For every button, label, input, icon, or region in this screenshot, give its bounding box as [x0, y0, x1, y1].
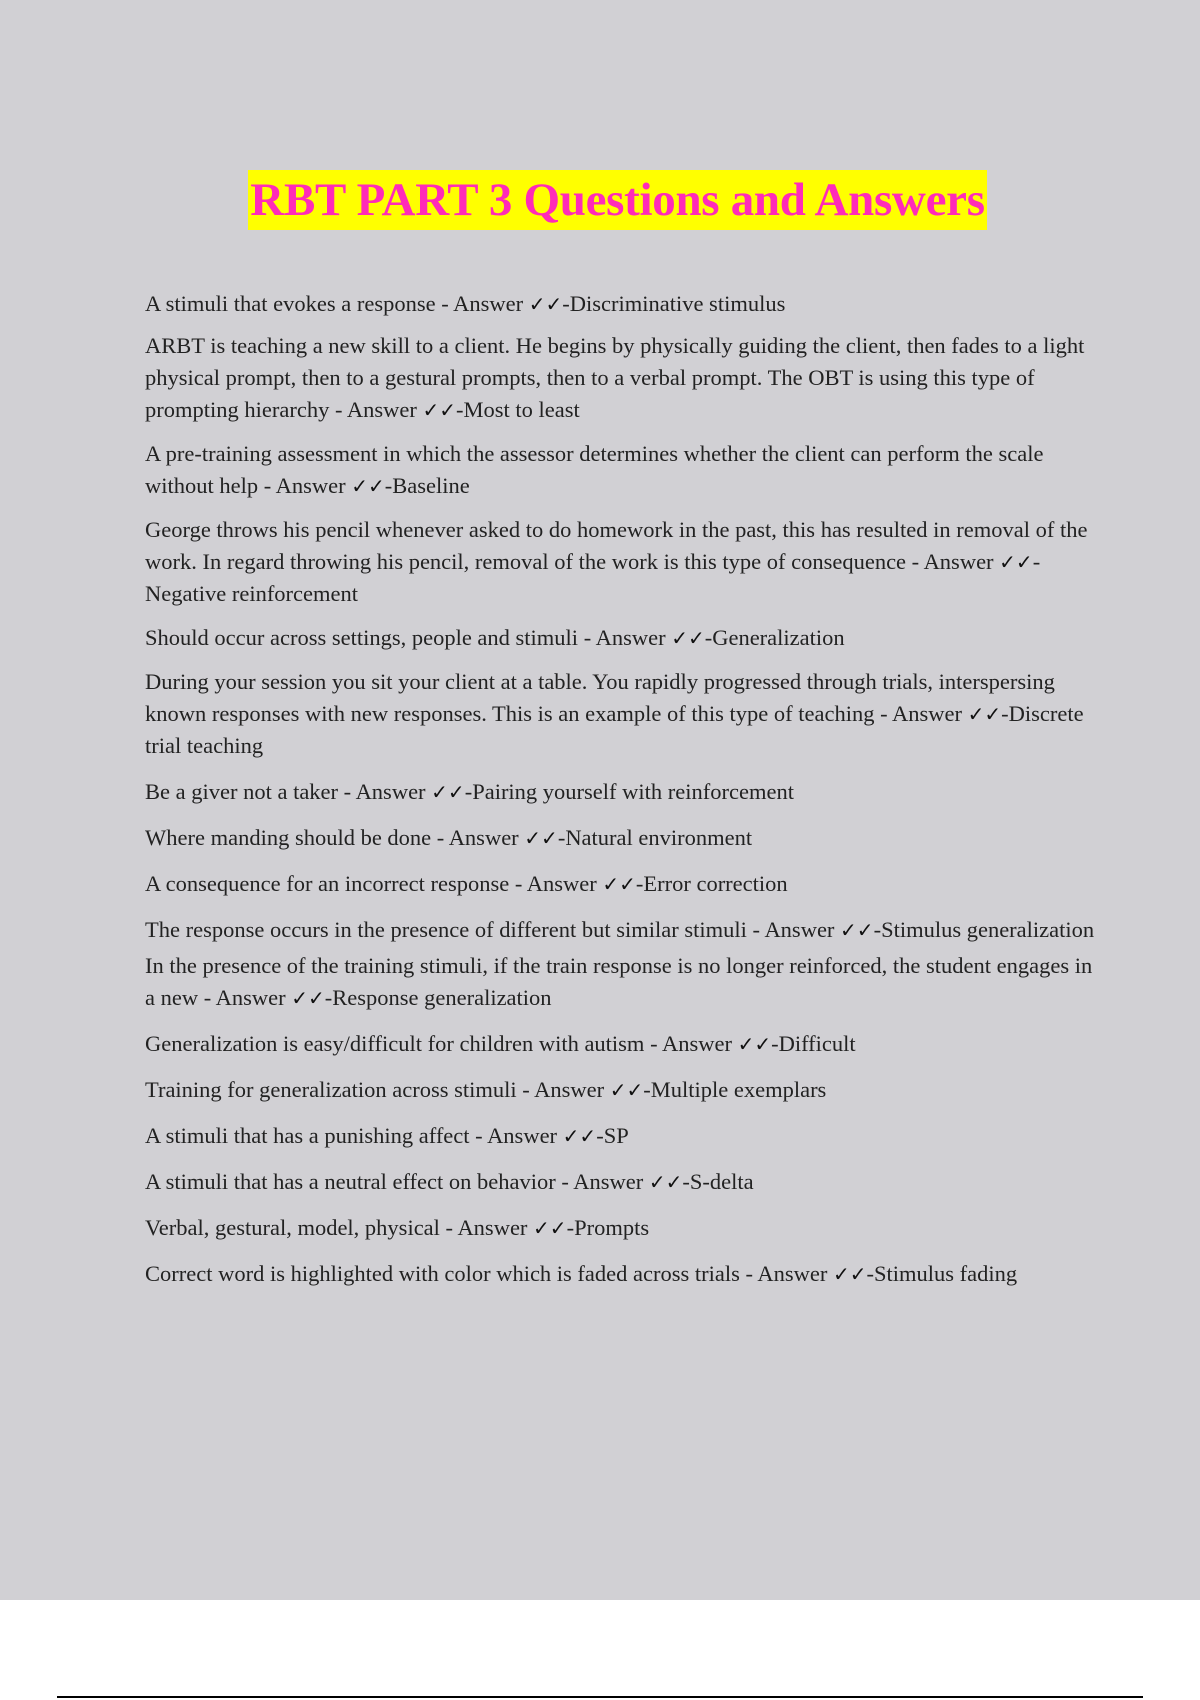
qa-item: Verbal, gestural, model, physical - Answer ✓✓-Prompts	[145, 1215, 650, 1240]
qa-item: Correct word is highlighted with color which is faded across trials - Answer ✓✓-Stimulus fading	[145, 1261, 1018, 1286]
document-title: RBT PART 3 Questions and Answers	[248, 170, 986, 230]
answer-label: Answer	[661, 1031, 732, 1056]
question-text: Should occur across settings, people and stimuli	[145, 625, 579, 650]
question-text: Generalization is easy/difficult for children with autism	[145, 1031, 645, 1056]
answer-text: Multiple exemplars	[650, 1077, 827, 1102]
question-text: ARBT is teaching a new skill to a client. He begins by physically guiding the client, then fades to a light physical prompt, then to a gestural prompts, then to a verbal prompt. The OBT is using this type of prompting hierarchy	[145, 333, 1085, 422]
answer-text: Pairing yourself with reinforcement	[472, 779, 794, 804]
answer-label: Answer	[595, 625, 666, 650]
question-text: George throws his pencil whenever asked to do homework in the past, this has resulted in removal of the work. In regard throwing his pencil, removal of the work is this type of consequence	[145, 517, 1088, 574]
answer-label: Answer	[355, 779, 426, 804]
qa-item: A stimuli that has a neutral effect on behavior - Answer ✓✓-S-delta	[145, 1169, 754, 1194]
qa-item: Generalization is easy/difficult for children with autism - Answer ✓✓-Difficult	[145, 1031, 856, 1056]
answer-text: Difficult	[778, 1031, 856, 1056]
answer-label: Answer	[215, 985, 286, 1010]
double-check-icon: ✓✓	[351, 474, 385, 498]
answer-label: Answer	[346, 397, 417, 422]
question-text: Correct word is highlighted with color which is faded across trials	[145, 1261, 740, 1286]
answer-text: Stimulus fading	[874, 1261, 1018, 1286]
double-check-icon: ✓✓	[533, 1216, 567, 1240]
question-text: A stimuli that evokes a response	[145, 291, 436, 316]
footer-divider	[57, 1696, 1143, 1698]
qa-item: A pre-training assessment in which the assessor determines whether the client can perform the scale without help - Answer ✓✓-Baseline	[145, 441, 1044, 498]
answer-text: Negative reinforcement	[145, 581, 359, 606]
double-check-icon: ✓✓	[602, 872, 636, 896]
answer-label: Answer	[573, 1169, 644, 1194]
double-check-icon: ✓✓	[524, 826, 558, 850]
double-check-icon: ✓✓	[648, 1170, 683, 1194]
question-text: Verbal, gestural, model, physical	[145, 1215, 440, 1240]
answer-label: Answer	[487, 1123, 558, 1148]
answer-label: Answer	[453, 291, 524, 316]
answer-text: Natural environment	[565, 825, 753, 850]
double-check-icon: ✓✓	[609, 1078, 644, 1102]
answer-text: Prompts	[574, 1215, 650, 1240]
answer-label: Answer	[534, 1077, 605, 1102]
qa-item: Training for generalization across stimuli - Answer ✓✓-Multiple exemplars	[145, 1077, 827, 1102]
double-check-icon: ✓✓	[840, 918, 874, 942]
answer-text: Baseline	[392, 473, 470, 498]
answer-text: Discriminative stimulus	[569, 291, 786, 316]
qa-item: A stimuli that evokes a response - Answer ✓✓-Discriminative stimulus	[145, 291, 786, 316]
qa-item: Where manding should be done - Answer ✓✓-Natural environment	[145, 825, 753, 850]
qa-item: In the presence of the training stimuli, if the train response is no longer reinforced, the student engages in a new - Answer ✓✓-Response generalization	[145, 953, 1093, 1010]
double-check-icon: ✓✓	[291, 986, 325, 1010]
answer-text: Error correction	[643, 871, 788, 896]
answer-label: Answer	[923, 549, 994, 574]
answer-label: Answer	[891, 701, 962, 726]
answer-text: Most to least	[463, 397, 580, 422]
title-container	[0, 170, 1200, 230]
answer-label: Answer	[757, 1261, 828, 1286]
question-text: Where manding should be done	[145, 825, 432, 850]
question-text: Be a giver not a taker	[145, 779, 339, 804]
answer-text: Generalization	[712, 625, 845, 650]
qa-item: A stimuli that has a punishing affect - Answer ✓✓-SP	[145, 1123, 629, 1148]
double-check-icon: ✓✓	[999, 550, 1033, 574]
qa-item: Should occur across settings, people and stimuli - Answer ✓✓-Generalization	[145, 625, 845, 650]
double-check-icon: ✓✓	[833, 1262, 867, 1286]
qa-item: The response occurs in the presence of different but similar stimuli - Answer ✓✓-Stimulus generalization	[145, 917, 1095, 942]
question-text: A stimuli that has a punishing affect	[145, 1123, 470, 1148]
answer-text: Stimulus generalization	[881, 917, 1095, 942]
question-text: In the presence of the training stimuli, if the train response is no longer reinforced, the student engages in a new	[145, 953, 1093, 1010]
answer-text: Response generalization	[332, 985, 552, 1010]
qa-item: ARBT is teaching a new skill to a client. He begins by physically guiding the client, then fades to a light physical prompt, then to a gestural prompts, then to a verbal prompt. The OBT is using this type of prompting hierarchy - Answer ✓✓-Most to least	[145, 333, 1085, 422]
qa-item: Be a giver not a taker - Answer ✓✓-Pairing yourself with reinforcement	[145, 779, 794, 804]
double-check-icon: ✓✓	[671, 626, 705, 650]
answer-text: S-delta	[689, 1169, 754, 1194]
qa-item: During your session you sit your client at a table. You rapidly progressed through trials, interspersing known responses with new responses. This is an example of this type of teaching - Answer ✓✓-Discrete trial teaching	[145, 669, 1084, 758]
question-text: A consequence for an incorrect response	[145, 871, 510, 896]
question-text: A stimuli that has a neutral effect on behavior	[145, 1169, 556, 1194]
answer-label: Answer	[526, 871, 597, 896]
double-check-icon: ✓✓	[967, 702, 1002, 726]
question-text: The response occurs in the presence of different but similar stimuli	[145, 917, 747, 942]
qa-list	[145, 276, 1095, 1290]
question-text: During your session you sit your client at a table. You rapidly progressed through trials, interspersing known responses with new responses. This is an example of this type of teaching	[145, 669, 1055, 726]
double-check-icon: ✓✓	[562, 1124, 597, 1148]
double-check-icon: ✓✓	[422, 398, 456, 422]
double-check-icon: ✓✓	[431, 780, 465, 804]
qa-item: A consequence for an incorrect response - Answer ✓✓-Error correction	[145, 871, 788, 896]
double-check-icon: ✓✓	[528, 292, 563, 316]
answer-label: Answer	[764, 917, 835, 942]
answer-label: Answer	[457, 1215, 528, 1240]
qa-item: George throws his pencil whenever asked to do homework in the past, this has resulted in removal of the work. In regard throwing his pencil, removal of the work is this type of consequence - Answer ✓✓-Negative reinforcement	[145, 517, 1088, 606]
question-text: Training for generalization across stimuli	[145, 1077, 517, 1102]
answer-text: Discrete trial teaching	[145, 701, 1084, 758]
answer-text: SP	[603, 1123, 629, 1148]
question-text: A pre-training assessment in which the assessor determines whether the client can perform the scale without help	[145, 441, 1044, 498]
answer-label: Answer	[448, 825, 519, 850]
double-check-icon: ✓✓	[737, 1032, 772, 1056]
answer-label: Answer	[275, 473, 346, 498]
